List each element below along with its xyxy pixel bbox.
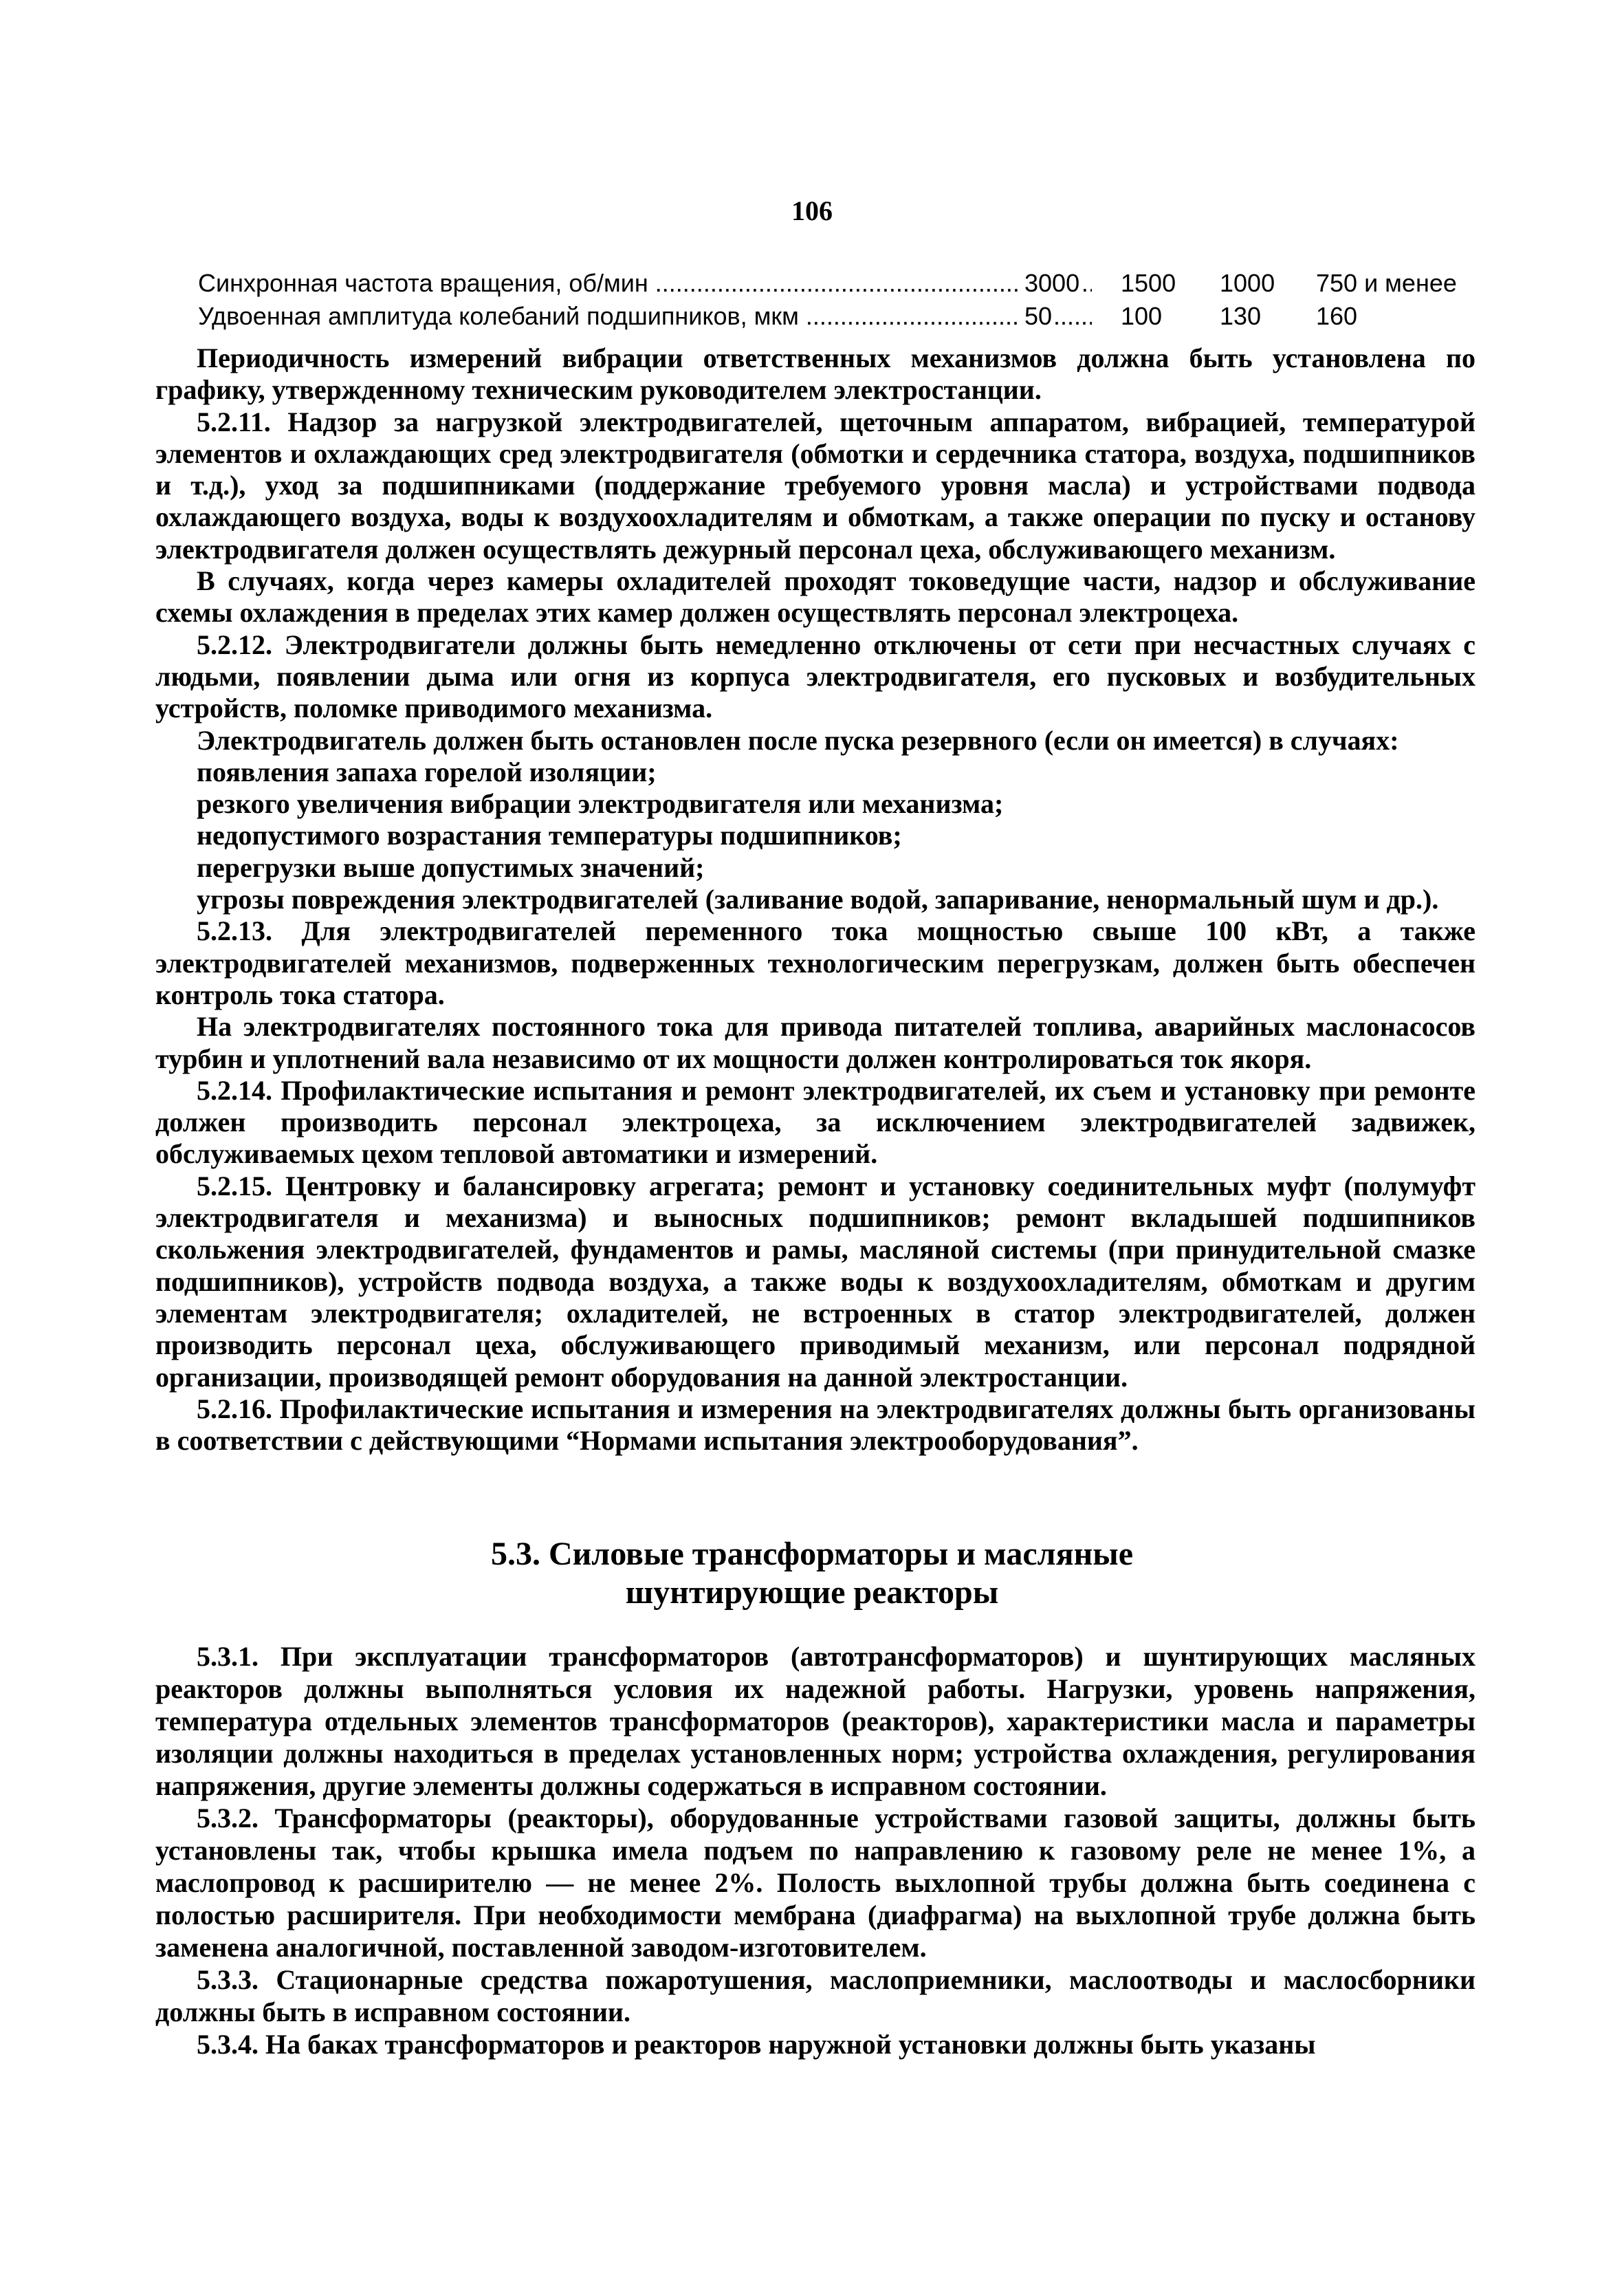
paragraph: 5.3.1. При эксплуатации трансформаторов (автотрансформаторов) и шунтирующих масляных реакторов должны выполняться условия их надежной работы. Нагрузки, уровень напряжения, температура отдельных элементов трансформаторов (реакторов), характеристики масла и параметры изоляции должны находиться в пределах установленных норм; устройства охлаждения, регулирования напряжения, другие элементы должны содержаться в исправном состоянии. [155, 1641, 1475, 1801]
table-cell: 3000 [1020, 267, 1079, 300]
table-cell: 50 [1020, 300, 1052, 333]
paragraph: В случаях, когда через камеры охладителей проходят токоведущие части, надзор и обслуживание схемы охлаждения в пределах этих камер должен осуществлять персонал электроцеха. [155, 565, 1475, 629]
table-row-label: Синхронная частота вращения, об/мин ..... [198, 267, 1092, 300]
paragraph: 5.3.2. Трансформаторы (реакторы), оборудованные устройствами газовой защиты, должны быть установлены так, чтобы крышка имела подъем по направлению к газовому реле не менее 1%, а маслопровод к расширителю — не менее 2%. Полость выхлопной трубы должна быть соединена с полостью расширителя. При необходимости мембрана (диафрагма) на выхлопной трубе должна быть заменена аналогичной, поставленной заводом-изготовителем. [155, 1803, 1475, 1963]
table-cell: 130 [1216, 300, 1261, 333]
body-text [155, 342, 1475, 1457]
paragraph: 5.2.14. Профилактические испытания и ремонт электродвигателей, их съем и установку при ремонте должен производить персонал электроцеха, за исключением электродвигателей задвижек, обслуживаемых цехом тепловой автоматики и измерений. [155, 1074, 1475, 1170]
paragraph: 5.2.11. Надзор за нагрузкой электродвигателей, щеточным аппаратом, вибрацией, температурой элементов и охлаждающих сред электродвигателя (обмотки и сердечника статора, воздуха, подшипников и т.д.), уход за подшипниками (поддержание требуемого уровня масла) и устройствами подвода охлаждающего воздуха, воды к воздухоохладителям и обмоткам, а также операции по пуску и останову электродвигателя должен осуществлять дежурный персонал цеха, обслуживающего механизм. [155, 406, 1475, 565]
paragraph: 5.2.13. Для электродвигателей переменного тока мощностью свыше 100 кВт, а также электродвигателей механизмов, подверженных технологическим перегрузкам, должен быть обеспечен контроль тока статора. [155, 915, 1475, 1010]
paragraph: 5.3.3. Стационарные средства пожаротушения, маслоприемники, маслоотводы и маслосборники должны быть в исправном состоянии. [155, 1964, 1475, 2027]
table-cell: 100 [1117, 300, 1162, 333]
list-item: угрозы повреждения электродвигателей (заливание водой, запаривание, ненормальный шум и др.). [197, 884, 1439, 915]
page-number: 106 [791, 195, 833, 226]
paragraph: Электродвигатель должен быть остановлен после пуска резервного (если он имеется) в случаях: [197, 724, 1399, 756]
section-heading [0, 1535, 1624, 1612]
paragraph: 5.2.16. Профилактические испытания и измерения на электродвигателях должны быть организованы в соответствии с действующими “Нормами испытания электрооборудования”. [155, 1393, 1475, 1457]
table-cell: 750 и менее [1312, 267, 1457, 300]
paragraph: 5.3.4. На баках трансформаторов и реакторов наружной установки должны быть указаны [197, 2029, 1316, 2060]
table-cell: 160 [1312, 300, 1357, 333]
table-row-label: Удвоенная амплитуда колебаний подшипников, мкм ..... [198, 300, 1092, 333]
table-cell: 1000 [1216, 267, 1275, 300]
paragraph: Периодичность измерений вибрации ответственных механизмов должна быть установлена по графику, утвержденному техническим руководителем электростанции. [155, 342, 1475, 406]
table-cell: 1500 [1117, 267, 1176, 300]
section-body-text [155, 1640, 1475, 2060]
list-item: появления запаха горелой изоляции; [197, 756, 657, 787]
section-title-line: шунтирующие реакторы [625, 1574, 999, 1611]
list-item: перегрузки выше допустимых значений; [197, 851, 705, 883]
paragraph: 5.2.15. Центровку и балансировку агрегата; ремонт и установку соединительных муфт (полумуфт электродвигателя и механизма) и выносных подшипников; ремонт вкладышей подшипников скольжения электродвигателей, фундаментов и рамы, масляной системы (при принудительной смазке подшипников), устройств подвода воздуха, а также воды к воздухоохладителям, обмоткам и другим элементам электродвигателя; охладителей, не встроенных в статор электродвигателей, должен производить персонал цеха, обслуживающего приводимый механизм, или персонал подрядной организации, производящей ремонт оборудования на данной электростанции. [155, 1170, 1475, 1393]
paragraph: На электродвигателях постоянного тока для привода питателей топлива, аварийных маслонасосов турбин и уплотнений вала независимо от их мощности должен контролироваться ток якоря. [155, 1011, 1475, 1074]
list-item: недопустимого возрастания температуры подшипников; [197, 820, 902, 851]
paragraph: 5.2.12. Электродвигатели должны быть немедленно отключены от сети при несчастных случаях с людьми, появлении дыма или огня из корпуса электродвигателя, его пусковых и возбудительных устройств, поломке приводимого механизма. [155, 629, 1475, 724]
section-title-line: 5.3. Силовые трансформаторы и масляные [490, 1536, 1134, 1572]
list-item: резкого увеличения вибрации электродвигателя или механизма; [197, 788, 1004, 820]
